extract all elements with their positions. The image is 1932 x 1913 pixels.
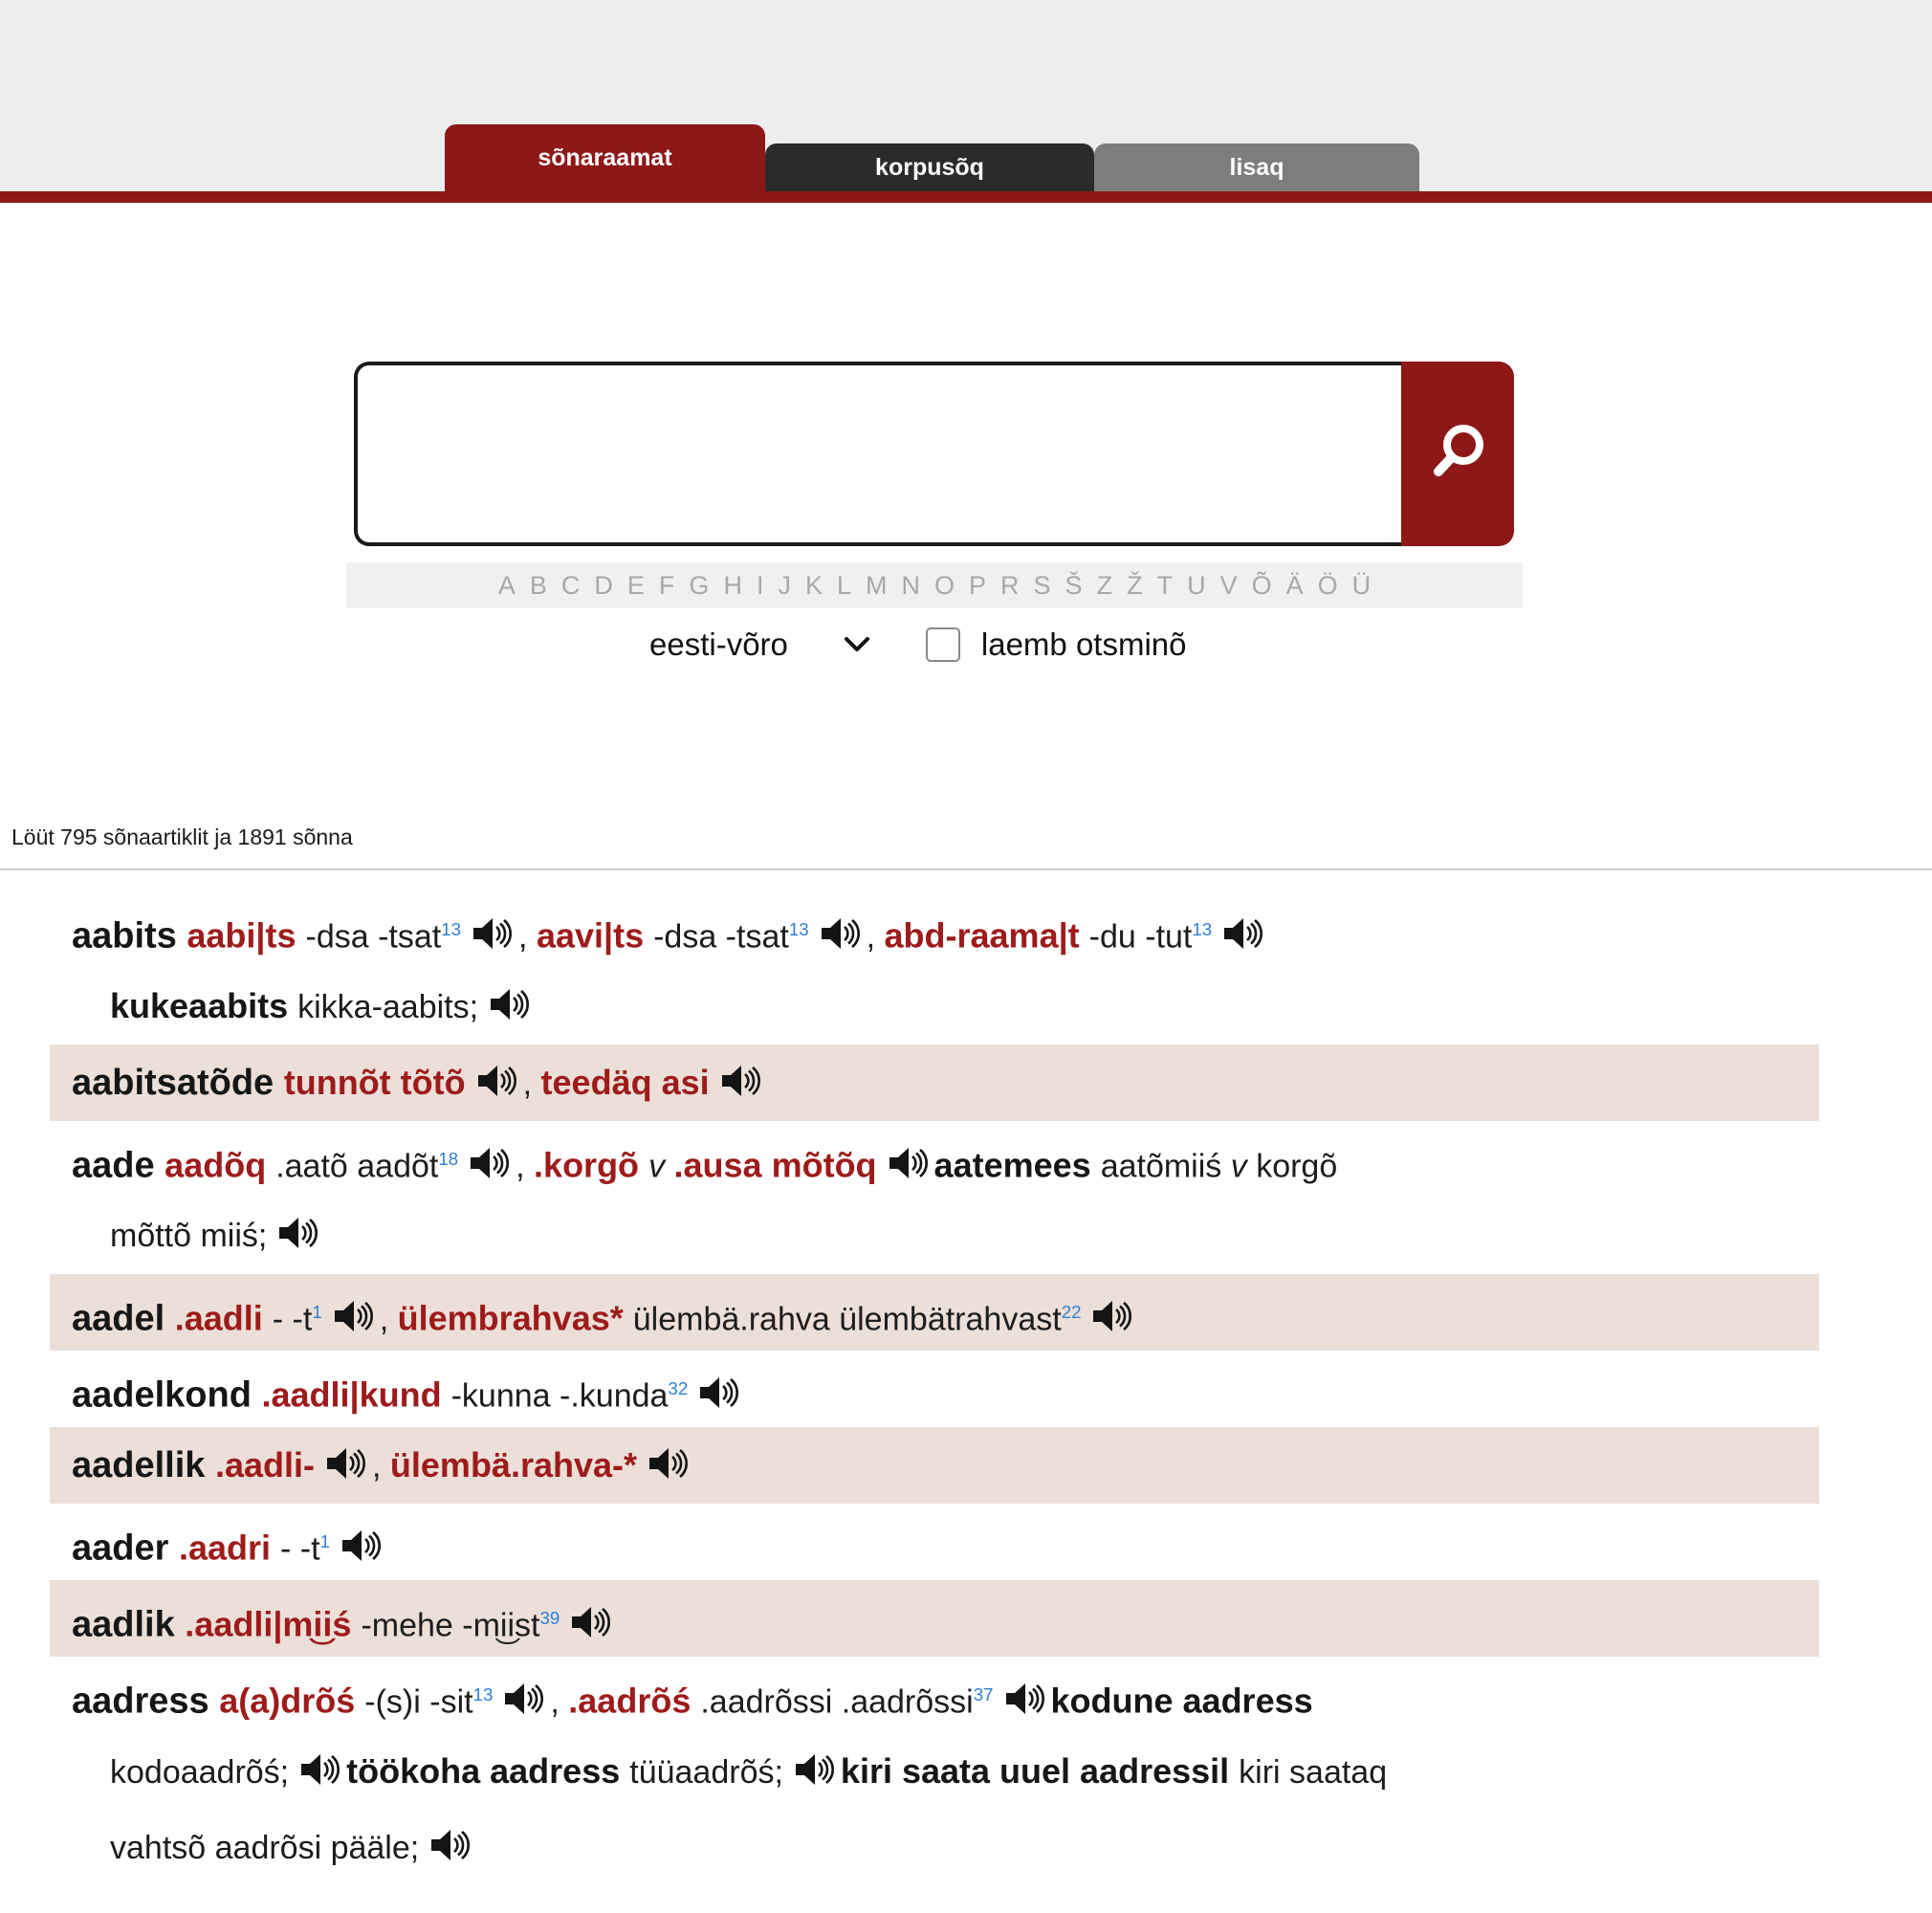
headword: aadlik xyxy=(72,1604,186,1645)
alphabet-letter[interactable]: Ž xyxy=(1127,570,1143,600)
voro-form[interactable]: .ausa mõtõq xyxy=(673,1145,877,1185)
voro-form[interactable]: .aadli xyxy=(174,1298,273,1338)
alphabet-letter[interactable]: O xyxy=(934,570,955,600)
alphabet-letter[interactable]: N xyxy=(901,570,920,600)
voro-form[interactable]: a(a)drõś xyxy=(219,1681,365,1721)
inflection-text: kodoaadrõś; xyxy=(110,1754,290,1791)
headword: aadelkond xyxy=(72,1374,262,1416)
speaker-icon[interactable] xyxy=(430,1814,471,1891)
paradigm-number: 22 xyxy=(1061,1302,1082,1322)
speaker-icon[interactable] xyxy=(889,1132,929,1209)
paradigm-number: 1 xyxy=(319,1531,330,1551)
speaker-icon[interactable] xyxy=(490,974,530,1050)
alphabet-letter[interactable]: P xyxy=(969,570,987,600)
speaker-icon[interactable] xyxy=(648,1433,689,1509)
dictionary-entry-row xyxy=(50,1657,1819,1733)
dictionary-entry-row xyxy=(50,1274,1819,1351)
speaker-icon[interactable] xyxy=(821,903,861,979)
abbrev-italic: v xyxy=(648,1148,674,1185)
voro-form[interactable]: ülembä.rahva-* xyxy=(389,1445,638,1484)
inflection-text: - -t xyxy=(280,1530,320,1568)
inflection-text: vahtsõ aadrõsi pääle; xyxy=(110,1830,420,1866)
dictionary-entry-row xyxy=(50,1198,1819,1274)
dictionary-entry-row xyxy=(50,968,1819,1044)
tab-korpusoq[interactable]: korpusõq xyxy=(765,143,1094,191)
inflection-text: -kunna -.kunda xyxy=(450,1377,669,1415)
search-button[interactable] xyxy=(1401,362,1514,546)
alphabet-letter[interactable]: J xyxy=(778,570,791,600)
inflection-text: -du -tut xyxy=(1088,918,1193,956)
dictionary-entry-row xyxy=(50,1427,1819,1504)
headword: aadel xyxy=(72,1298,175,1339)
speaker-icon[interactable] xyxy=(1223,903,1263,979)
inflection-text: -(s)i -sit xyxy=(364,1683,473,1721)
inflection-text: -dsa -tsat xyxy=(653,918,789,956)
alphabet-letter[interactable]: C xyxy=(560,570,581,600)
search-input[interactable] xyxy=(354,362,1401,546)
inflection-text: aatõmiiś xyxy=(1100,1148,1231,1185)
dictionary-entry-row xyxy=(50,1044,1819,1121)
abbrev-italic: v xyxy=(1230,1148,1257,1185)
voro-form[interactable]: .aadli|kund xyxy=(261,1374,451,1415)
alphabet-letter[interactable]: S xyxy=(1033,570,1051,600)
inflection-text: , xyxy=(522,1066,541,1102)
alphabet-letter[interactable]: T xyxy=(1156,570,1174,600)
example-headword: aatemees xyxy=(933,1145,1101,1185)
speaker-icon[interactable] xyxy=(795,1739,835,1815)
alphabet-letter[interactable]: G xyxy=(689,570,710,600)
dictionary-entry-row xyxy=(50,1504,1819,1580)
speaker-icon[interactable] xyxy=(721,1050,761,1127)
voro-form[interactable]: .aadri xyxy=(178,1528,281,1568)
search-options-row xyxy=(649,620,1187,670)
inflection-text: tüüaadrõś; xyxy=(629,1754,783,1791)
paradigm-number: 13 xyxy=(1192,919,1213,939)
speaker-icon[interactable] xyxy=(699,1362,739,1439)
alphabet-letter[interactable]: U xyxy=(1187,570,1206,600)
voro-form[interactable]: aabi|ts xyxy=(187,915,306,956)
inflection-text: , xyxy=(516,1148,535,1185)
inflection-text: .aatõ aadõt xyxy=(275,1148,439,1185)
alphabet-letter[interactable]: I xyxy=(756,570,764,600)
speaker-icon[interactable] xyxy=(326,1433,366,1509)
chevron-down-icon xyxy=(844,636,870,653)
entries xyxy=(50,891,1819,1886)
headword: aabits xyxy=(72,915,187,956)
dictionary-entry-row xyxy=(50,1810,1819,1886)
alphabet-letter[interactable]: Z xyxy=(1096,570,1113,600)
voro-form[interactable]: aadõq xyxy=(165,1145,276,1185)
alphabet-letter[interactable]: R xyxy=(1000,570,1020,600)
inflection-text: -dsa -tsat xyxy=(305,918,442,956)
alphabet-letter[interactable]: M xyxy=(866,570,888,600)
paradigm-number: 18 xyxy=(438,1149,459,1169)
magnifier-icon xyxy=(1421,416,1494,492)
inflection-text: kikka-aabits; xyxy=(297,989,479,1025)
dictionary-direction-select[interactable] xyxy=(649,627,870,663)
inflection-text: , xyxy=(550,1683,569,1721)
inflection-text: , xyxy=(518,918,537,956)
speaker-icon[interactable] xyxy=(300,1739,340,1815)
tab-lisaq[interactable]: lisaq xyxy=(1094,143,1419,191)
tab-sonaraamat[interactable]: sõnaraamat xyxy=(445,124,765,191)
alphabet-letter[interactable]: Ä xyxy=(1285,570,1304,600)
inflection-text: -mehe -mi͜ist xyxy=(361,1607,540,1644)
paradigm-number: 13 xyxy=(788,919,809,939)
inflection-text: , xyxy=(379,1301,398,1338)
speaker-icon[interactable] xyxy=(470,1132,510,1209)
voro-form[interactable]: .aadrõś xyxy=(568,1681,701,1721)
inflection-text: mõttõ miiś; xyxy=(110,1218,268,1254)
headword: aadellik xyxy=(72,1445,215,1485)
dictionary-direction-value: eesti-võro xyxy=(649,627,788,662)
alphabet-letter[interactable]: H xyxy=(723,570,742,600)
dictionary-entry-row xyxy=(50,1733,1819,1810)
paradigm-number: 32 xyxy=(668,1378,689,1398)
headword: aabitsatõde xyxy=(72,1063,284,1103)
alphabet-letter[interactable]: F xyxy=(658,570,675,600)
alphabet-letter[interactable]: Š xyxy=(1065,570,1083,600)
paradigm-number: 39 xyxy=(539,1608,560,1628)
speaker-icon[interactable] xyxy=(278,1202,318,1279)
voro-form[interactable]: .aadli|mi͜iś xyxy=(185,1604,362,1644)
alphabet-letter[interactable]: D xyxy=(594,570,613,600)
voro-form[interactable]: .korgõ xyxy=(534,1145,649,1185)
speaker-icon[interactable] xyxy=(1092,1286,1132,1362)
alphabet-letter[interactable]: B xyxy=(529,570,547,600)
advanced-search-label: laemb otsminõ xyxy=(980,627,1187,662)
alphabet-letter[interactable]: Ü xyxy=(1351,570,1372,600)
dictionary-entry-row xyxy=(50,1580,1819,1657)
advanced-search-checkbox[interactable] xyxy=(926,627,960,662)
alphabet-letter[interactable]: L xyxy=(836,570,851,600)
voro-form[interactable]: aavi|ts xyxy=(536,915,654,956)
header-red-bar xyxy=(0,191,1932,203)
headword: aadress xyxy=(72,1681,220,1722)
alphabet-bar xyxy=(346,562,1523,608)
inflection-text: - -t xyxy=(272,1301,313,1338)
alphabet-letter[interactable]: Ö xyxy=(1317,570,1338,600)
inflection-text: .aadrõssi .aadrõssi xyxy=(700,1683,974,1721)
inflection-text: kiri saataq xyxy=(1239,1754,1388,1791)
speaker-icon[interactable] xyxy=(477,1050,517,1127)
example-headword: töökoha aadress xyxy=(346,1751,630,1791)
paradigm-number: 13 xyxy=(441,919,462,939)
dictionary-entry-row xyxy=(50,891,1819,968)
voro-form[interactable]: ülembrahvas* xyxy=(397,1298,633,1338)
alphabet-letter[interactable]: Õ xyxy=(1251,570,1272,600)
headword: aade xyxy=(72,1145,165,1186)
voro-form[interactable]: abd-raama|t xyxy=(884,915,1089,956)
voro-form[interactable]: .aadli- xyxy=(214,1445,316,1484)
results-summary: Löüt 795 sõnaartiklit ja 1891 sõnna xyxy=(11,825,353,849)
inflection-text: ülembä.rahva ülembätrahvast xyxy=(632,1301,1062,1338)
alphabet-letter[interactable]: K xyxy=(804,570,823,600)
alphabet-letter[interactable]: A xyxy=(497,570,516,600)
inflection-text: , xyxy=(372,1448,390,1484)
voro-form[interactable]: teedäq asi xyxy=(540,1063,710,1102)
example-headword: kiri saata uuel aadressil xyxy=(840,1751,1240,1791)
example-headword: kodune aadress xyxy=(1050,1681,1313,1721)
alphabet-letter[interactable]: V xyxy=(1219,570,1238,600)
dictionary-entry-row xyxy=(50,1351,1819,1427)
example-headword: kukeaabits xyxy=(110,986,298,1025)
dictionary-entry-row xyxy=(50,1121,1819,1198)
paradigm-number: 37 xyxy=(973,1684,994,1704)
alphabet-letter[interactable]: E xyxy=(626,570,645,600)
results-divider xyxy=(0,869,1932,870)
inflection-text: , xyxy=(866,918,885,956)
voro-form[interactable]: tunnõt tõtõ xyxy=(283,1063,466,1102)
paradigm-number: 1 xyxy=(312,1302,322,1322)
paradigm-number: 13 xyxy=(472,1684,494,1704)
inflection-text: korgõ xyxy=(1256,1148,1338,1185)
headword: aader xyxy=(72,1528,179,1569)
